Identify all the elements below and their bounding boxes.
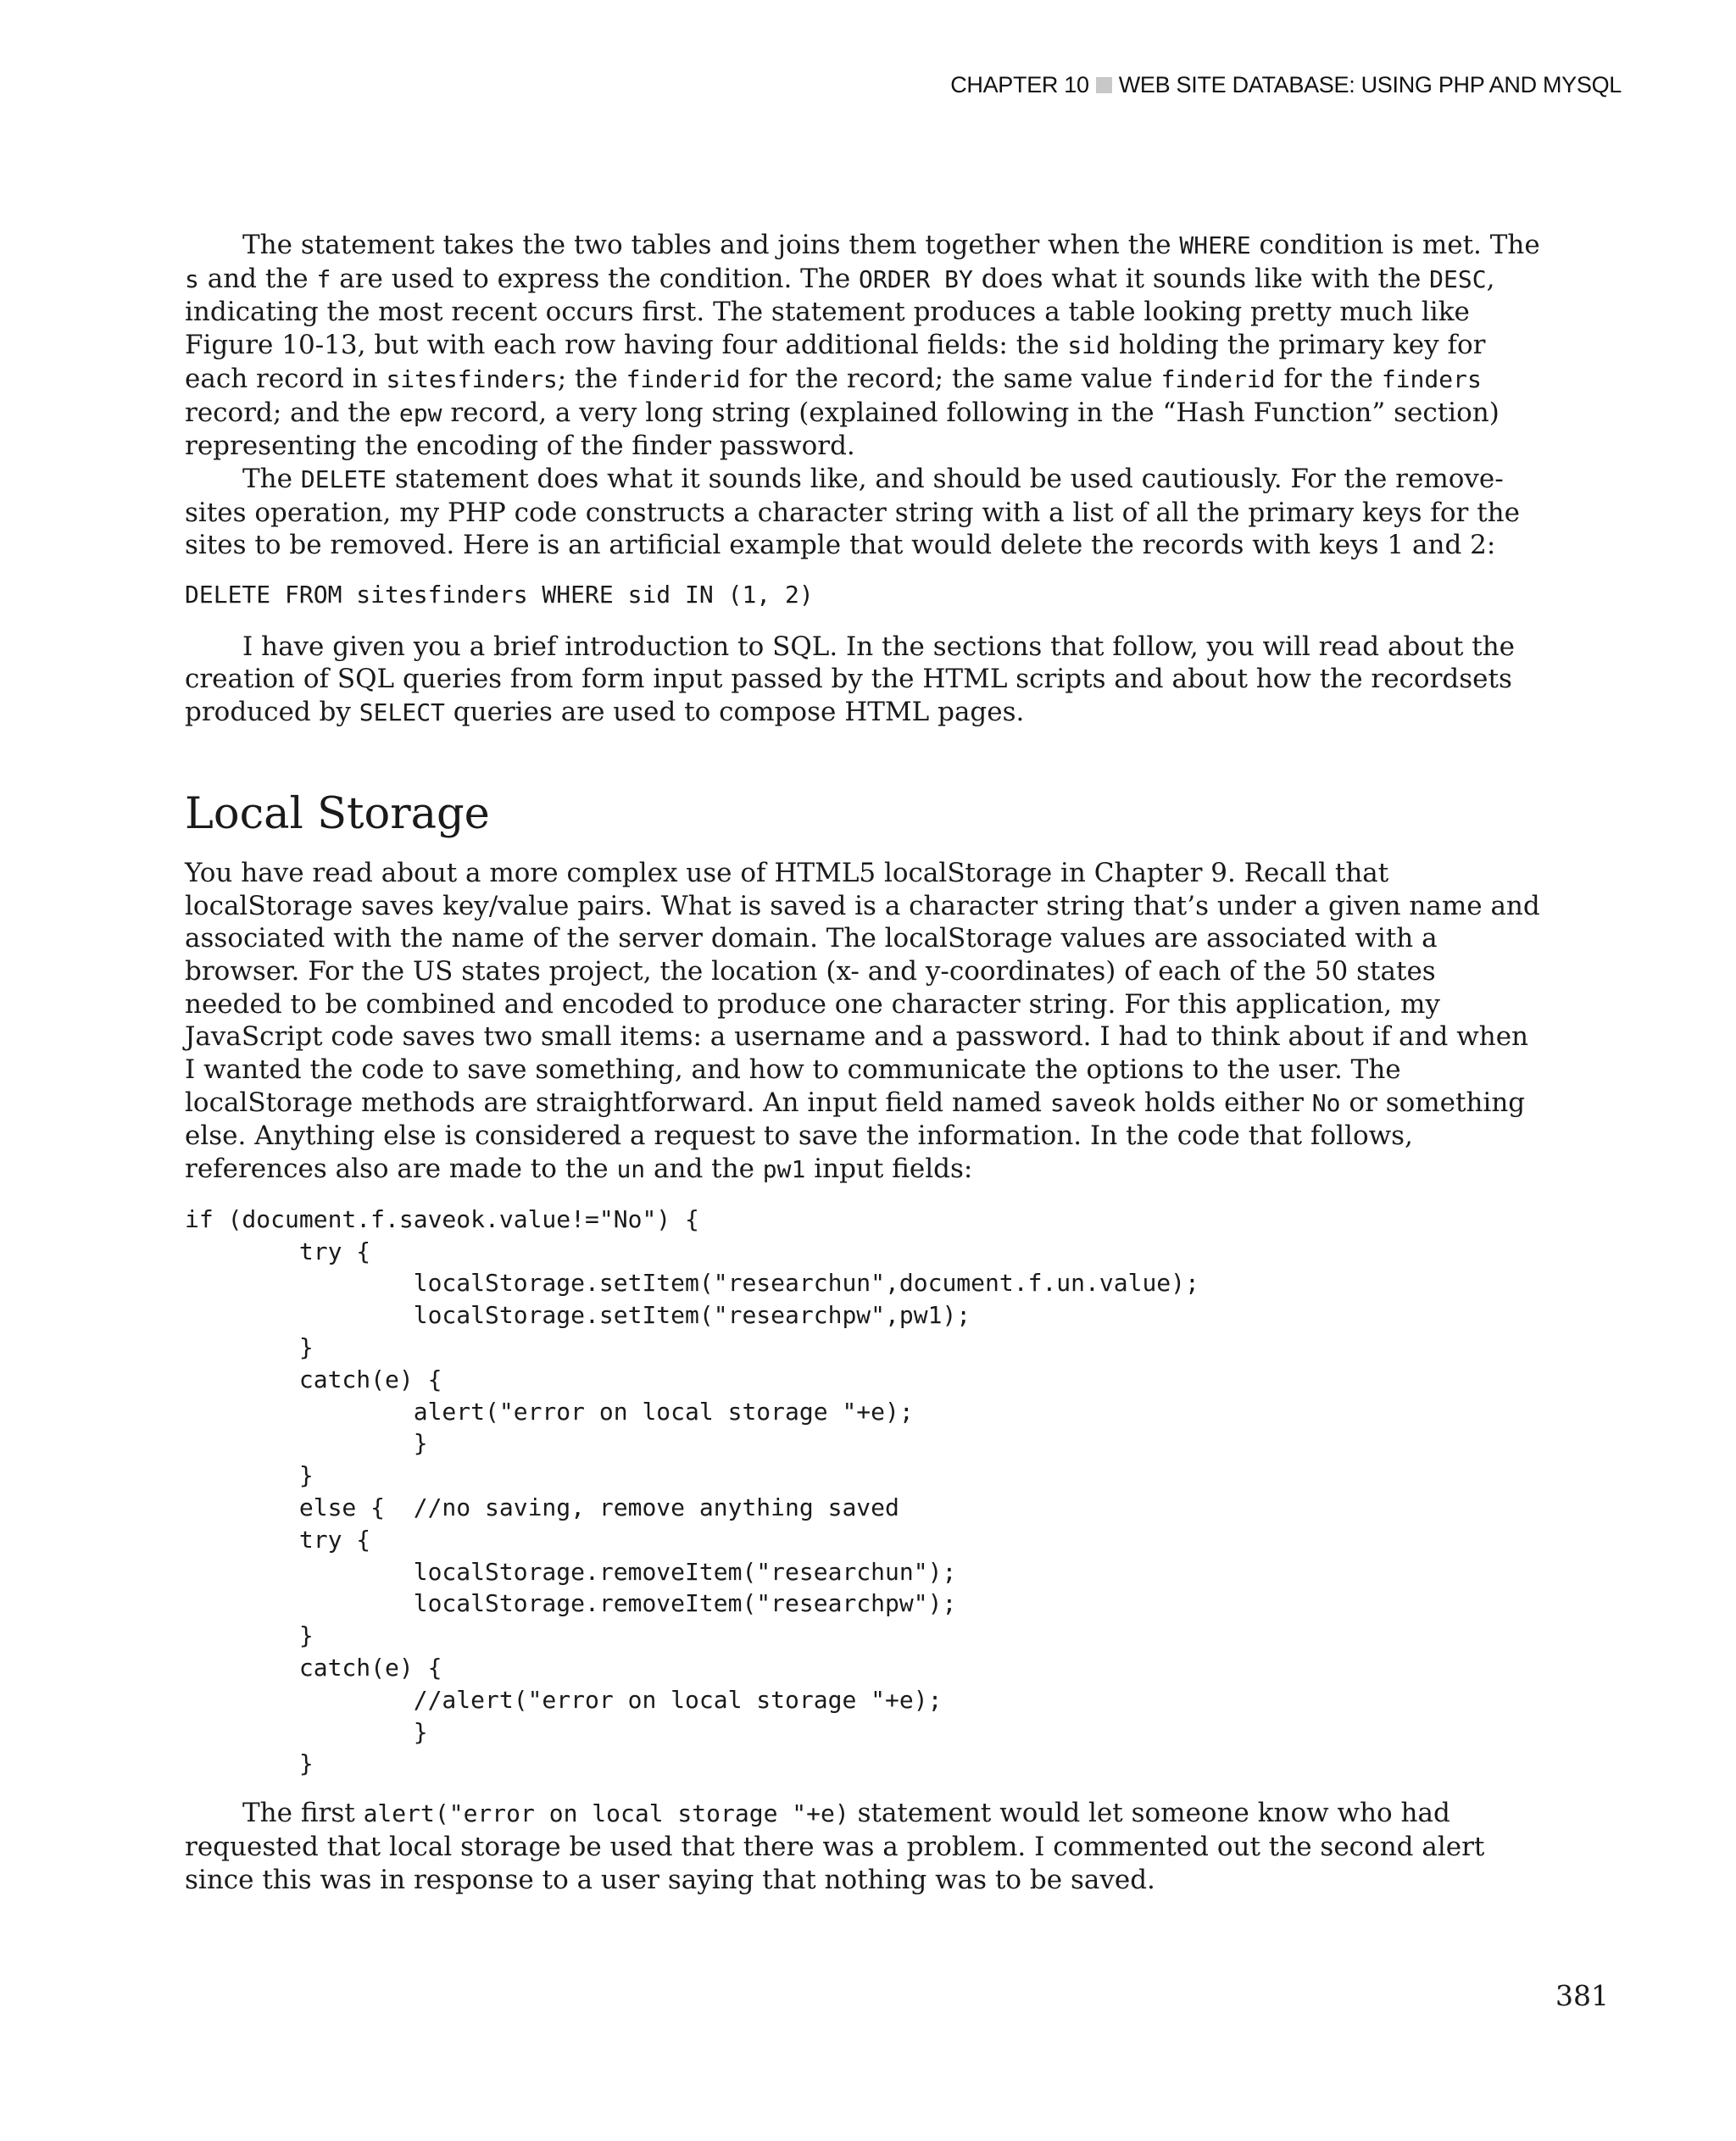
page-number: 381 [1555, 1979, 1609, 2012]
header-chapter: CHAPTER 10 [950, 72, 1089, 97]
code-local-storage-example: if (document.f.saveok.value!="No") { try { localStorage.setItem("researchun",document.f.un.value); localStorage.setItem("researchpw",pw1); } catch(e) { alert("error on local storage "+e); } } else { //no saving, remove anything saved try { localStorage.removeItem("researchun"); localStorage.removeItem("researchpw"); } catch(e) { //alert("error on local storage "+e); } } [185, 1204, 1199, 1778]
paragraph-join-explanation: The statement takes the two tables and joins them together when the WHERE condition is met. The s and the f are used to express the condition. The ORDER BY does what it sounds like with the DESC, indicating the most recent occurs first. The statement produces a table looking pretty much like Figure 10-13, but with each row having four additional fields: the sid holding the primary key for each record in sitesfinders; the finderid for the record; the same value finderid for the finders record; and the epw record, a very long string (explained following in the “Hash Function” section) representing the encoding of the finder password. [185, 230, 1540, 462]
paragraph-local-storage: You have read about a more complex use of HTML5 localStorage in Chapter 9. Recall that localStorage saves key/value pairs. What is saved is a character string that’s under a given name and associated with the name of the server domain. The localStorage values are associated with a browser. For the US states project, the location (x- and y-coordinates) of each of the 50 states needed to be combined and encoded to produce one character string. For this application, my JavaScript code saves two small items: a username and a password. I had to think about if and when I wanted the code to save something, and how to communicate the options to the user. The localStorage methods are straightforward. An input field named saveok holds either No or something else. Anything else is considered a request to save the information. In the code that follows, references also are made to the un and the pw1 input fields: [185, 857, 1540, 1185]
running-header [950, 72, 1622, 98]
header-square-icon [1096, 77, 1112, 93]
code-delete-example: DELETE FROM sitesfinders WHERE sid IN (1, 2) [185, 581, 814, 609]
header-title: WEB SITE DATABASE: USING PHP AND MYSQL [1118, 72, 1622, 97]
paragraph-sql-intro: I have given you a brief introduction to SQL. In the sections that follow, you will read about the creation of SQL queries from form input passed by the HTML scripts and about how the recordsets produced by SELECT queries are used to compose HTML pages. [185, 631, 1516, 728]
section-heading-local-storage: Local Storage [185, 788, 490, 839]
paragraph-delete-statement: The DELETE statement does what it sounds like, and should be used cautiously. For the remove-sites operation, my PHP code constructs a character string with a list of all the primary keys for the sites to be removed. Here is an artificial example that would delete the records with keys 1 and 2: [185, 463, 1520, 561]
page-content [185, 229, 1541, 1896]
paragraph-alert-explanation: The first alert("error on local storage "+e) statement would let someone know who had requested that local storage be used that there was a problem. I commented out the second alert since this was in response to a user saying that nothing was to be saved. [185, 1798, 1485, 1895]
